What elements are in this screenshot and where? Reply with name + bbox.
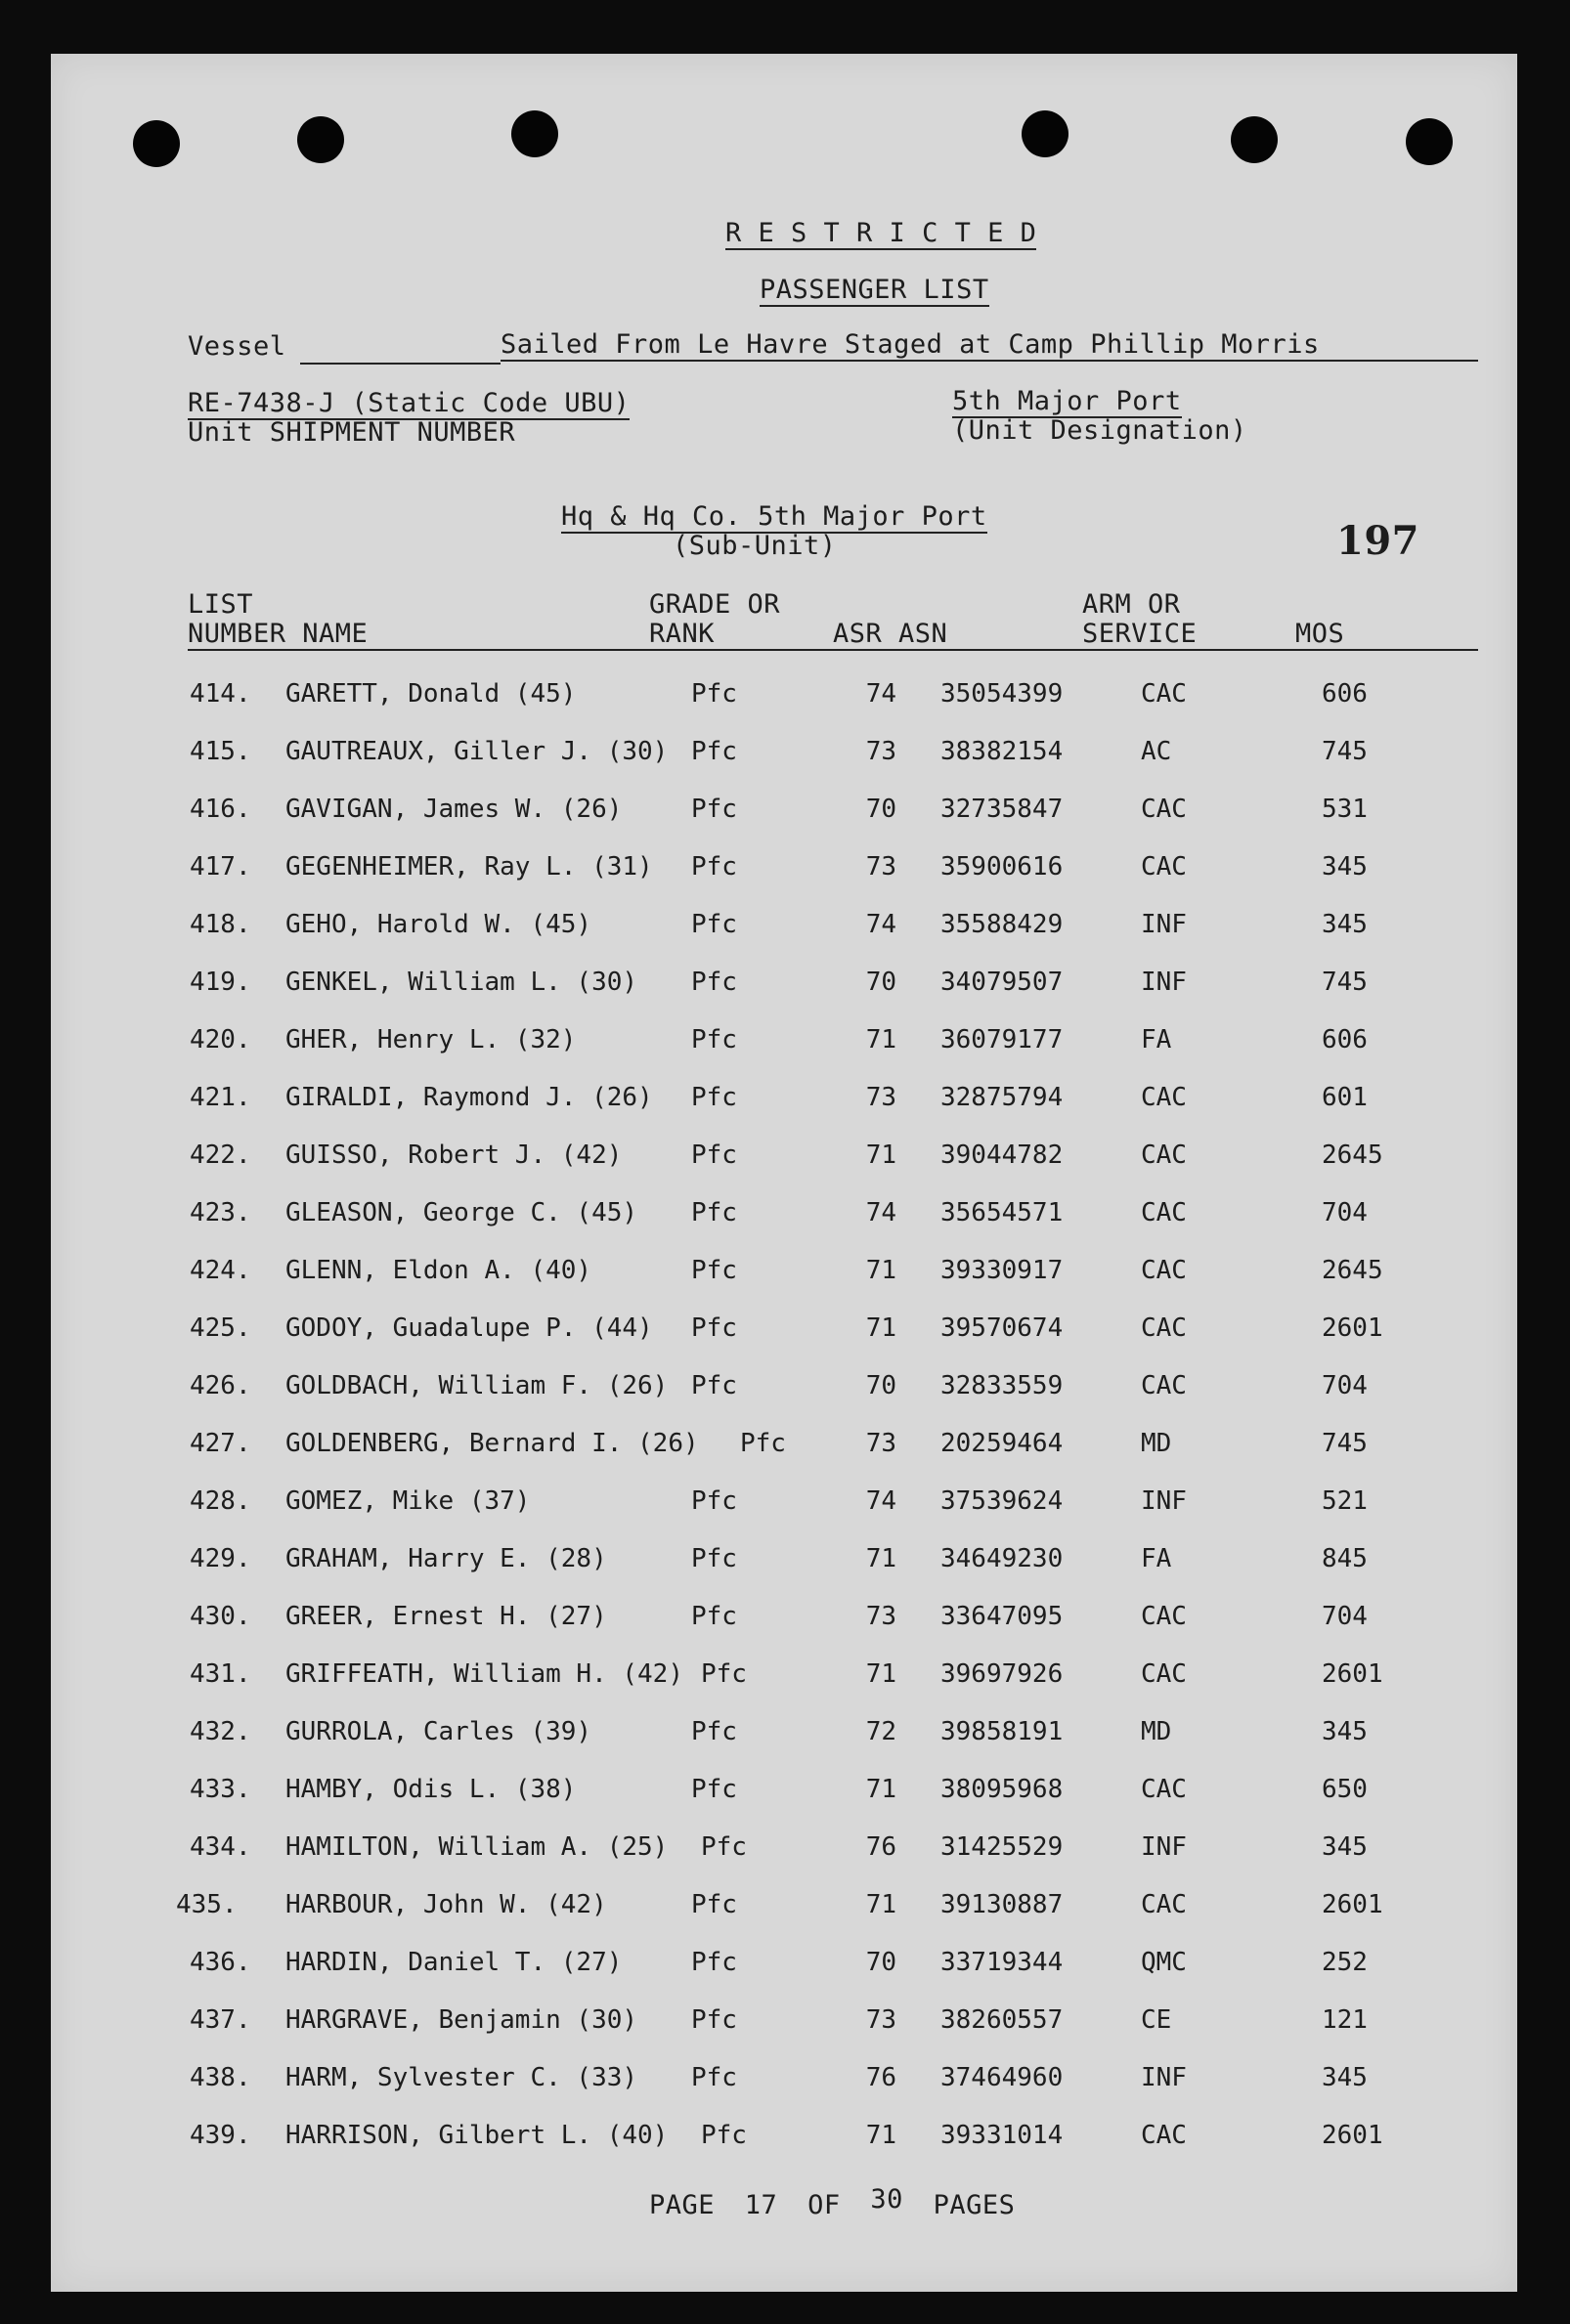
punch-hole-2 (297, 116, 344, 163)
footer-total-pages: 30 (870, 2184, 903, 2215)
col-grade-top: GRADE OR (649, 589, 781, 620)
table-row: 421. GIRALDI, Raymond J. (26) Pfc 73 32875794 CAC 601 (190, 1083, 1368, 1112)
sub-unit-label: (Sub-Unit) (673, 531, 837, 561)
table-row: 438. HARM, Sylvester C. (33) Pfc 76 37464960 INF 345 (190, 2063, 1368, 2092)
table-row: 427. GOLDENBERG, Bernard I. (26) Pfc 73 20259464 MD 745 (190, 1429, 1368, 1458)
table-row: 418. GEHO, Harold W. (45) Pfc 74 35588429 INF 345 (190, 910, 1368, 939)
table-row: 436. HARDIN, Daniel T. (27) Pfc 70 33719344 QMC 252 (190, 1948, 1368, 1977)
table-row: 419. GENKEL, William L. (30) Pfc 70 34079507 INF 745 (190, 968, 1368, 997)
vessel-blank-line (300, 363, 501, 365)
table-row: 420. GHER, Henry L. (32) Pfc 71 36079177 FA 606 (190, 1025, 1368, 1054)
footer-page-number: 17 (744, 2190, 778, 2220)
col-list-top: LIST (188, 589, 254, 620)
col-asr-sn: ASR ASN (833, 619, 948, 649)
unit-designation-label: (Unit Designation) (952, 415, 1247, 446)
passenger-list-title: PASSENGER LIST (760, 275, 989, 305)
table-row: 416. GAVIGAN, James W. (26) Pfc 70 32735847 CAC 531 (190, 795, 1368, 824)
table-row: 429. GRAHAM, Harry E. (28) Pfc 71 34649230 FA 845 (190, 1544, 1368, 1573)
col-list-bottom: NUMBER NAME (188, 619, 369, 649)
unit-code: RE-7438-J (Static Code UBU) (188, 388, 631, 418)
sailed-from-line: Sailed From Le Havre Staged at Camp Phillip Morris (501, 329, 1478, 362)
punch-hole-1 (133, 120, 180, 167)
table-row: 422. GUISSO, Robert J. (42) Pfc 71 39044782 CAC 2645 (190, 1140, 1383, 1170)
footer-pages-word: PAGES (933, 2190, 1016, 2220)
table-row: 424. GLENN, Eldon A. (40) Pfc 71 39330917 CAC 2645 (190, 1256, 1383, 1285)
punch-hole-6 (1406, 118, 1453, 165)
footer-page-word: PAGE (649, 2190, 716, 2220)
table-row: 428. GOMEZ, Mike (37) Pfc 74 37539624 INF 521 (190, 1486, 1368, 1516)
page-stamp-number: 197 (1336, 518, 1419, 564)
punch-hole-5 (1231, 116, 1278, 163)
column-header-rule (188, 649, 1478, 651)
unit-shipment-label: Unit SHIPMENT NUMBER (188, 417, 516, 448)
table-row: 431. GRIFFEATH, William H. (42) Pfc 71 39697926 CAC 2601 (190, 1659, 1383, 1689)
table-row: 426. GOLDBACH, William F. (26) Pfc 70 32833559 CAC 704 (190, 1371, 1368, 1400)
table-row: 439. HARRISON, Gilbert L. (40) Pfc 71 39331014 CAC 2601 (190, 2121, 1383, 2150)
col-grade-bottom: RANK (649, 619, 716, 649)
table-row: 435. HARBOUR, John W. (42) Pfc 71 39130887 CAC 2601 (176, 1890, 1383, 1919)
table-row: 423. GLEASON, George C. (45) Pfc 74 35654571 CAC 704 (190, 1198, 1368, 1227)
table-row: 425. GODOY, Guadalupe P. (44) Pfc 71 39570674 CAC 2601 (190, 1313, 1383, 1343)
table-row: 430. GREER, Ernest H. (27) Pfc 73 33647095 CAC 704 (190, 1602, 1368, 1631)
punch-hole-3 (511, 110, 558, 157)
table-row: 437. HARGRAVE, Benjamin (30) Pfc 73 38260557 CE 121 (190, 2005, 1368, 2035)
table-row: 415. GAUTREAUX, Giller J. (30) Pfc 73 38382154 AC 745 (190, 737, 1368, 766)
col-mos: MOS (1295, 619, 1345, 649)
col-arm-top: ARM OR (1082, 589, 1181, 620)
table-row: 417. GEGENHEIMER, Ray L. (31) Pfc 73 35900616 CAC 345 (190, 852, 1368, 882)
table-row: 414. GARETT, Donald (45) Pfc 74 35054399 CAC 606 (190, 679, 1368, 709)
table-row: 434. HAMILTON, William A. (25) Pfc 76 31425529 INF 345 (190, 1832, 1368, 1862)
vessel-label: Vessel (188, 331, 286, 362)
col-arm-bottom: SERVICE (1082, 619, 1198, 649)
document-page (51, 54, 1517, 2292)
table-row: 432. GURROLA, Carles (39) Pfc 72 39858191 MD 345 (190, 1717, 1368, 1746)
page-footer (649, 2184, 1016, 2220)
unit-designation: 5th Major Port (952, 386, 1182, 416)
footer-of-word: OF (807, 2190, 841, 2220)
table-row: 433. HAMBY, Odis L. (38) Pfc 71 38095968 CAC 650 (190, 1775, 1368, 1804)
punch-hole-4 (1022, 110, 1068, 157)
sub-unit: Hq & Hq Co. 5th Major Port (561, 501, 987, 532)
restricted-title: R E S T R I C T E D (725, 218, 1037, 248)
